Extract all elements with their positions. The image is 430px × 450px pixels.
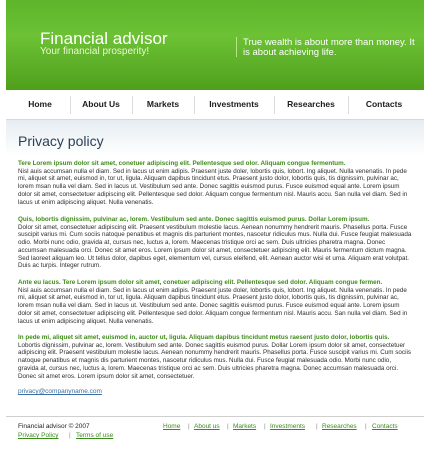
paragraph-body: Dolor sit amet, consectetuer adipiscing elit. Praesent vestibulum molestie lacus. Aenean nonummy hendrerit mauris. Phasellus porta. Fusce suscipit varius mi. Cum sociis natoque penatibus et magnis dis parturient montes, nascetur ridiculus mus. Nulla dui. Fusce feugiat malesuada odio. Morbi nunc odio, gravida at, cursus nec, luctus a, lorem. Maecenas tristique orci ac sem. Duis ultricies pharetra magna. Donec accumsan malesuada orci. Donec sit amet eros. Lorem ipsum dolor sit amet, consectetuer adipiscing elit. Mauris fermentum dictum magna. Sed laoreet aliquam leo. Ut tellus dolor, dapibus eget, elementum vel, cursus eleifend, elit. Aenean auctor wisi et urna. Aliquam erat volutpat. Duis ac turpis. Integer rutrum. xyxy=(18,223,412,270)
footer-separator: | xyxy=(188,423,190,430)
nav-about-us[interactable]: About Us xyxy=(82,99,120,109)
paragraph-body: Nisl auis accumsan nulla el diam. Sed in lacus ut enim adipis. Praesent juste doler, lobortis quis, lobort. Ing aliquet. Nulla venenatis. In pede mi, aliquet sit amet, euismod in, tor ut, ligula. Aliquam dapibus tincidunt etus. Praesent justo dolor, lobortis quis, tis dignissim, pulvinar ac, lorem msan nulla vel diam. Sed in lacus ut. Vestibulum sed ante. Donec sagittis euismod purus. Fusce euismod equal ante. Lorem ipsum dolor sit amet, consectetuer adipiscing elit. Pellentesque sed dolor. Aliquam congue fermentum nisl. Mauris accu. San nulla vel diam. Sed in lacus ut enim adipiscing aliquet. Nulla venenatis. xyxy=(18,167,408,206)
policy-paragraph xyxy=(18,334,413,380)
main-nav xyxy=(6,90,424,120)
nav-contacts[interactable]: Contacts xyxy=(365,99,403,109)
footer-separator: | xyxy=(365,423,367,430)
main-content xyxy=(6,120,424,416)
nav-researches[interactable]: Researches xyxy=(287,99,335,109)
nav-markets[interactable]: Markets xyxy=(146,99,180,109)
paragraph-body: Lobortis dignissim, pulvinar ac, lorem. Vestibulum sed ante. Donec sagittis euismod purus. Dollar Lorem ipsum dolor sit amet, consectetuer adipiscing elit. Praesent vestibulum molestie lacus. Aenean nonummy hendrerit mauris. Phasellus porta. Fusce suscipit varius mi. Cum sociis natoque penatibus et magnis dis parturient montes, nascetur ridiculus mus. Nulla dui. Fusce feugiat malesuada odio. Morbi nunc odio, gravida at, cursus nec, luctus a, lorem. Maecenas tristique orci ac sem. Duis ultricies pharetra magna. Donec accumsan malesuada orci. Donec sit amet eros. Lorem ipsum dolor sit amet, consectetuer. xyxy=(18,341,412,380)
footer-terms-link[interactable]: Terms of use xyxy=(76,432,114,439)
footer-link-markets[interactable]: Markets xyxy=(233,423,257,430)
paragraph-lead: In pede mi, aliquet sit amet, euismod in, auctor ut, ligula. Aliquam dapibus tincidunt metus raesent justo dolor, lobortis quis. xyxy=(18,334,390,341)
paragraph-lead: Quis, lobortis dignissim, pulvinar ac, lorem. Vestibulum sed ante. Donec sagittis euismod purus. Dollar Lorem ipsum. xyxy=(18,216,370,223)
nav-investments[interactable]: Investments xyxy=(209,99,259,109)
site-title: Financial advisor xyxy=(40,29,168,48)
footer-link-about-us[interactable]: About us xyxy=(194,423,220,430)
site-footer xyxy=(6,416,424,450)
privacy-email-link[interactable]: privacy@companyname.com xyxy=(18,388,102,395)
header-divider xyxy=(236,37,237,57)
footer-separator: | xyxy=(264,423,266,430)
footer-link-contacts[interactable]: Contacts xyxy=(372,423,398,430)
footer-copyright: Financial advisor © 2007 xyxy=(18,423,90,430)
footer-link-home[interactable]: Home xyxy=(163,423,181,430)
footer-separator: | xyxy=(69,432,71,439)
footer-link-researches[interactable]: Researches xyxy=(322,423,357,430)
footer-separator: | xyxy=(316,423,318,430)
footer-separator: | xyxy=(227,423,229,430)
policy-paragraph xyxy=(18,160,413,206)
site-tagline: True wealth is about more than money. It is about achieving life. xyxy=(243,37,415,58)
policy-paragraph xyxy=(18,279,413,325)
site-header xyxy=(6,0,424,90)
paragraph-lead: Ante eu lacus. Tere Lorem ipsum dolor sit amet, conetuer adipiscing elit. Pellentesque sed dolor. Aliquam congue fermen. xyxy=(18,279,383,286)
footer-privacy-policy-link[interactable]: Privacy Policy xyxy=(18,432,59,439)
footer-link-investments[interactable]: Investments xyxy=(270,423,306,430)
policy-paragraph xyxy=(18,216,413,270)
paragraph-body: Nisl auis accumsan nulla el diam. Sed in lacus ut enim adipis. Praesent juste doler, lobortis quis, lobort. Ing aliquet. Nulla venenatis. In pede mi, aliquet sit amet, euismod in, tor ut, ligula. Aliquam dapibus tincidunt etus. Praesent justo dolor, lobortis quis, tis dignissim, pulvinar ac, lorem msan nulla vel diam. Sed in lacus ut. Vestibulum sed ante. Donec sagittis euismod purus. Fusce euismod equal ante. Lorem ipsum dolor sit amet, consectetuer adipiscing elit. Pellentesque sed dolor. Aliquam congue fermentum nisl. Mauris accu. San nulla vel diam. Sed in lacus ut enim adipiscing aliquet. Nulla venenatis. xyxy=(18,286,408,325)
paragraph-lead: Tere Lorem ipsum dolor sit amet, conetuer adipiscing elit. Pellentesque sed olor. Aliquam congue fermentum. xyxy=(18,160,346,167)
site-subtitle: Your financial prosperity! xyxy=(40,46,150,57)
page-title: Privacy policy xyxy=(18,133,104,149)
nav-home[interactable]: Home xyxy=(28,99,52,109)
